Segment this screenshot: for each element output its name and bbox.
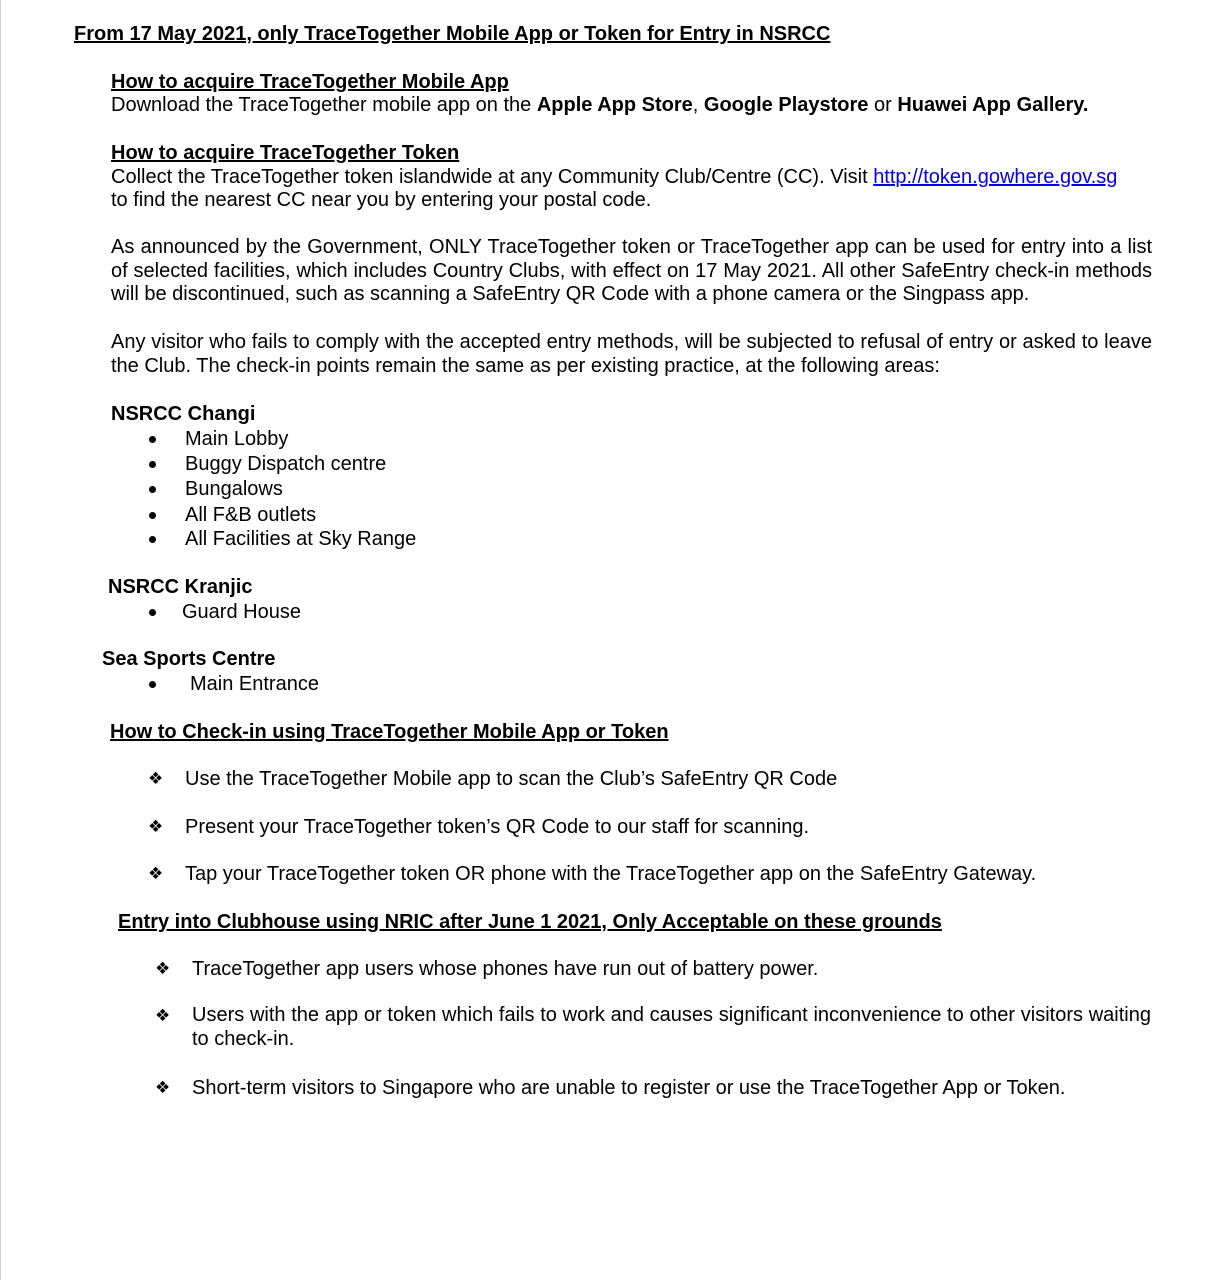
bullet-dot	[149, 436, 156, 443]
list-item: Buggy Dispatch centre	[185, 453, 387, 475]
list-item: All Facilities at Sky Range	[185, 528, 417, 550]
bullet-dot	[149, 609, 156, 616]
changi-heading: NSRCC Changi	[111, 403, 256, 425]
diamond-bullet-icon: ❖	[155, 1078, 171, 1098]
list-item: TraceTogether app users whose phones have run out of battery power.	[192, 958, 819, 980]
diamond-bullet-icon: ❖	[148, 769, 164, 789]
diamond-bullet-icon: ❖	[148, 864, 164, 884]
diamond-bullet-icon: ❖	[148, 817, 164, 837]
separator: ,	[692, 94, 704, 116]
list-item: Short-term visitors to Singapore who are unable to register or use the TraceTogether App or Token.	[192, 1077, 1066, 1099]
separator: or	[868, 94, 898, 116]
list-item: Main Lobby	[185, 428, 289, 450]
diamond-bullet-icon: ❖	[155, 1006, 171, 1026]
bullet-dot	[149, 536, 156, 543]
bullet-dot	[149, 461, 156, 468]
list-item: Main Entrance	[190, 673, 319, 695]
token-section-heading: How to acquire TraceTogether Token	[111, 142, 460, 164]
app-text-prefix: Download the TraceTogether mobile app on the	[111, 94, 537, 116]
list-item: Use the TraceTogether Mobile app to scan the Club’s SafeEntry QR Code	[185, 768, 838, 790]
document-title: From 17 May 2021, only TraceTogether Mobile App or Token for Entry in NSRCC	[74, 23, 831, 45]
app-section-text	[111, 93, 1088, 117]
announcement-paragraph: As announced by the Government, ONLY TraceTogether token or TraceTogether app can be used for entry into a list of selected facilities, which includes Country Clubs, with effect on 17 May 2021. All other SafeEntry check-in methods will be discontinued, such as scanning a SafeEntry QR Code with a phone camera or the Singpass app.	[111, 236, 1152, 305]
token-line-1-text: Collect the TraceTogether token islandwide at any Community Club/Centre (CC). Visit	[111, 166, 874, 188]
app-section-heading: How to acquire TraceTogether Mobile App	[111, 71, 509, 93]
huawei-app-gallery: Huawei App Gallery.	[897, 94, 1089, 116]
list-item: All F&B outlets	[185, 504, 317, 526]
list-item: Present your TraceTogether token’s QR Code to our staff for scanning.	[185, 816, 810, 838]
list-item: Bungalows	[185, 478, 283, 500]
list-item: Tap your TraceTogether token OR phone with the TraceTogether app on the SafeEntry Gateway.	[185, 863, 1037, 885]
list-item: Users with the app or token which fails to work and causes significant inconvenience to other visitors waiting to check-in.	[192, 1004, 1151, 1050]
token-line-2: to find the nearest CC near you by entering your postal code.	[111, 189, 652, 211]
diamond-bullet-icon: ❖	[155, 959, 171, 979]
bullet-dot	[149, 681, 156, 688]
sea-sports-heading: Sea Sports Centre	[102, 648, 276, 670]
compliance-paragraph: Any visitor who fails to comply with the accepted entry methods, will be subjected to refusal of entry or asked to leave the Club. The check-in points remain the same as per existing practice, at the following areas:	[111, 331, 1152, 377]
bullet-dot	[149, 512, 156, 519]
kranjic-heading: NSRCC Kranjic	[108, 576, 253, 598]
list-item: Guard House	[182, 601, 301, 623]
checkin-heading: How to Check-in using TraceTogether Mobile App or Token	[110, 721, 669, 743]
nric-heading: Entry into Clubhouse using NRIC after June 1 2021, Only Acceptable on these grounds	[118, 911, 942, 933]
token-line-1	[111, 165, 1117, 189]
token-gowhere-link[interactable]: http://token.gowhere.gov.sg	[873, 166, 1118, 188]
apple-app-store: Apple App Store	[536, 94, 693, 116]
bullet-dot	[149, 486, 156, 493]
google-playstore: Google Playstore	[703, 94, 869, 116]
